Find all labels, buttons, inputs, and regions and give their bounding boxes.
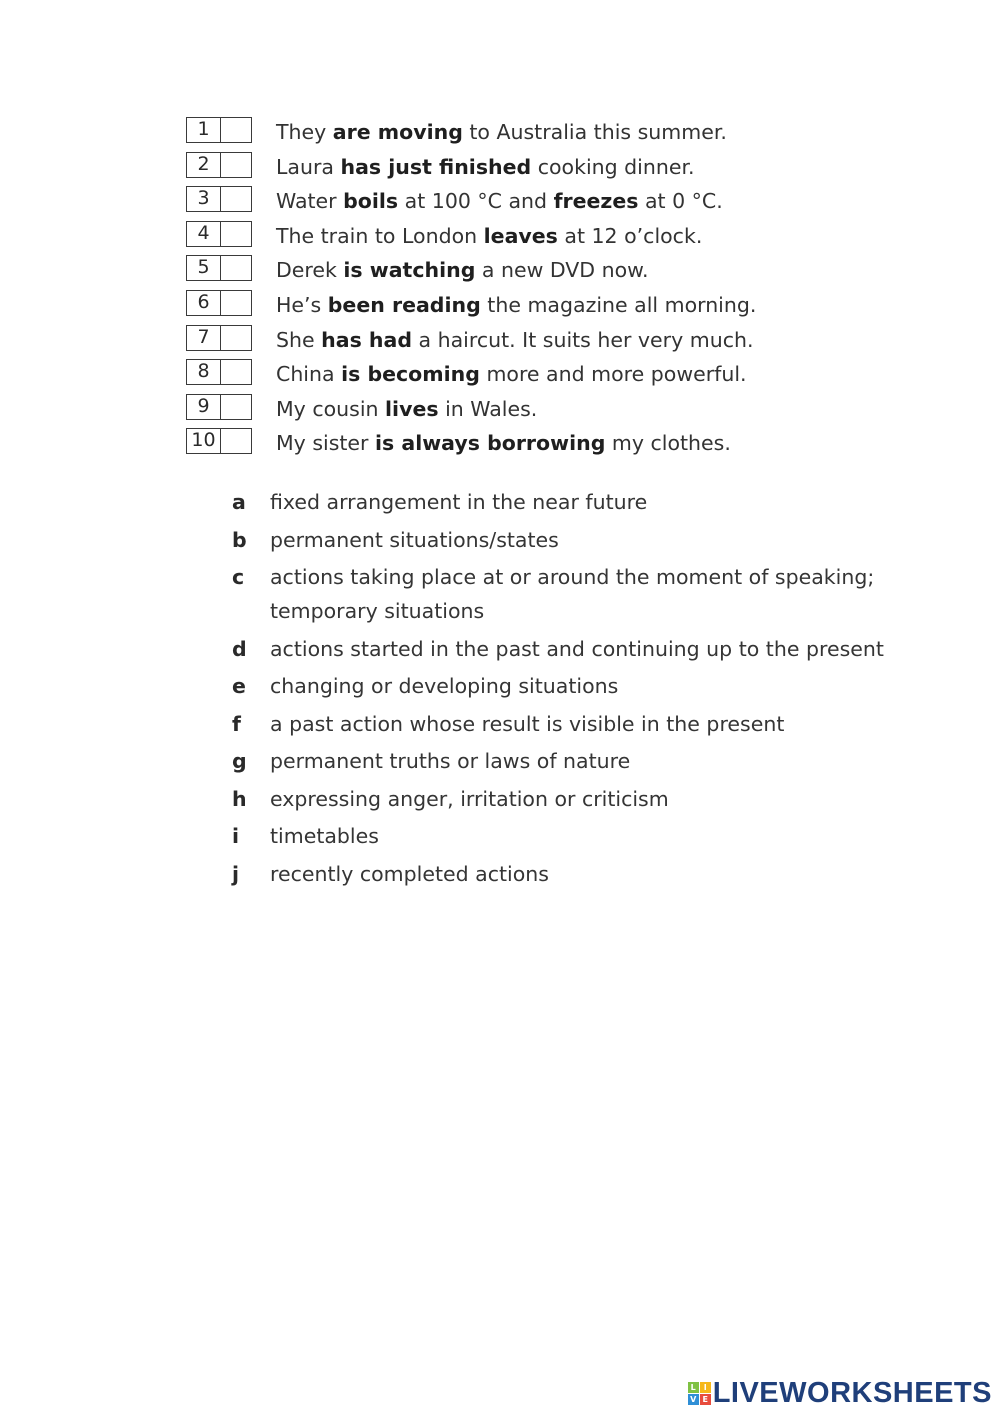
sentence-number: 1 bbox=[187, 118, 221, 142]
sentence-number: 4 bbox=[187, 222, 221, 246]
meaning-row bbox=[232, 747, 932, 778]
liveworksheets-watermark bbox=[688, 1377, 992, 1410]
answer-input[interactable] bbox=[221, 360, 251, 384]
meaning-row bbox=[232, 635, 932, 666]
sentence-number: 8 bbox=[187, 360, 221, 384]
sentence-text bbox=[276, 395, 537, 423]
sentence-number: 6 bbox=[187, 291, 221, 315]
sentence-fragment: My sister bbox=[276, 431, 375, 456]
highlighted-verb: has just finished bbox=[340, 154, 532, 179]
meaning-text bbox=[270, 560, 874, 628]
sentence-fragment: Water bbox=[276, 189, 344, 214]
meaning-text-line: timetables bbox=[270, 824, 379, 848]
sentence-text bbox=[276, 153, 695, 181]
answer-input[interactable] bbox=[221, 291, 251, 315]
meaning-list bbox=[232, 488, 932, 897]
sentence-number: 10 bbox=[187, 429, 221, 453]
sentence-row bbox=[182, 324, 822, 359]
meaning-letter: f bbox=[232, 711, 241, 736]
sentence-number: 3 bbox=[187, 187, 221, 211]
highlighted-verb: are moving bbox=[332, 120, 463, 144]
sentence-row bbox=[182, 185, 822, 220]
meaning-letter: e bbox=[232, 674, 246, 698]
sentence-text bbox=[276, 187, 723, 215]
answer-box bbox=[186, 290, 252, 316]
highlighted-verb: boils bbox=[343, 189, 399, 214]
meaning-text-line: temporary situations bbox=[270, 599, 485, 623]
sentence-row bbox=[182, 151, 822, 186]
sentence-text bbox=[276, 326, 754, 354]
meaning-text bbox=[270, 857, 549, 891]
meaning-row bbox=[232, 785, 932, 816]
answer-input[interactable] bbox=[221, 222, 251, 246]
meaning-letter: j bbox=[232, 861, 240, 886]
sentence-row bbox=[182, 393, 822, 428]
sentence-number: 5 bbox=[187, 256, 221, 280]
sentence-row bbox=[182, 289, 822, 324]
sentence-fragment: They bbox=[276, 120, 333, 144]
answer-input[interactable] bbox=[221, 395, 251, 419]
meaning-row bbox=[232, 488, 932, 519]
sentence-row bbox=[182, 358, 822, 393]
sentence-text bbox=[276, 256, 649, 284]
meaning-text bbox=[270, 744, 630, 778]
sentence-fragment: My cousin bbox=[276, 396, 386, 421]
meaning-letter: h bbox=[232, 786, 247, 811]
sentence-fragment: my clothes. bbox=[605, 431, 731, 456]
meaning-row bbox=[232, 563, 932, 628]
sentence-fragment: China bbox=[276, 362, 342, 387]
meaning-text-line: permanent truths or laws of nature bbox=[270, 749, 631, 773]
meaning-text bbox=[270, 632, 884, 666]
highlighted-verb: is always borrowing bbox=[375, 431, 606, 456]
sentence-text bbox=[276, 222, 702, 250]
meaning-text bbox=[270, 669, 618, 703]
meaning-text-line: actions started in the past and continuing up to the present bbox=[270, 636, 884, 661]
meaning-text-line: permanent situations/states bbox=[270, 527, 559, 552]
sentence-fragment: Laura bbox=[276, 154, 341, 179]
answer-input[interactable] bbox=[221, 153, 251, 177]
sentence-text bbox=[276, 118, 727, 146]
sentence-fragment: in Wales. bbox=[438, 396, 538, 421]
meaning-text bbox=[270, 485, 647, 519]
sentence-number: 2 bbox=[187, 153, 221, 177]
meaning-letter: g bbox=[232, 749, 247, 773]
answer-input[interactable] bbox=[221, 326, 251, 350]
sentence-fragment: The train to London bbox=[276, 223, 484, 248]
meaning-row bbox=[232, 822, 932, 853]
meaning-letter: c bbox=[232, 565, 245, 589]
meaning-text-line: actions taking place at or around the moment of speaking; bbox=[270, 565, 875, 589]
sentence-row bbox=[182, 254, 822, 289]
answer-box bbox=[186, 117, 252, 143]
answer-input[interactable] bbox=[221, 256, 251, 280]
meaning-text-line: a past action whose result is visible in the present bbox=[270, 711, 785, 736]
meaning-row bbox=[232, 710, 932, 741]
meaning-letter: d bbox=[232, 636, 247, 661]
meaning-row bbox=[232, 526, 932, 557]
meaning-row bbox=[232, 672, 932, 703]
sentence-fragment: at 12 o’clock. bbox=[557, 223, 703, 248]
meaning-text bbox=[270, 782, 669, 816]
meaning-text bbox=[270, 707, 784, 741]
sentence-number: 7 bbox=[187, 326, 221, 350]
answer-input[interactable] bbox=[221, 429, 251, 453]
sentence-row bbox=[182, 116, 822, 151]
sentence-list bbox=[182, 116, 822, 462]
sentence-fragment: at 0 °C. bbox=[638, 189, 723, 214]
sentence-row bbox=[182, 220, 822, 255]
answer-box bbox=[186, 325, 252, 351]
sentence-fragment: cooking dinner. bbox=[531, 154, 695, 179]
meaning-text-line: recently completed actions bbox=[270, 861, 549, 886]
highlighted-verb: freezes bbox=[553, 189, 639, 214]
meaning-text bbox=[270, 523, 559, 557]
answer-box bbox=[186, 221, 252, 247]
sentence-fragment: He’s bbox=[276, 292, 328, 317]
sentence-text bbox=[276, 429, 731, 457]
meaning-row bbox=[232, 860, 932, 891]
meaning-letter: b bbox=[232, 527, 247, 552]
sentence-fragment: to Australia this summer. bbox=[462, 120, 727, 144]
sentence-number: 9 bbox=[187, 395, 221, 419]
meaning-letter: a bbox=[232, 490, 246, 514]
highlighted-verb: is becoming bbox=[341, 362, 480, 387]
highlighted-verb: has had bbox=[321, 327, 413, 352]
meaning-text-line: changing or developing situations bbox=[270, 674, 619, 698]
highlighted-verb: been reading bbox=[327, 292, 481, 317]
meaning-text-line: fixed arrangement in the near future bbox=[270, 490, 648, 514]
sentence-fragment: more and more powerful. bbox=[479, 362, 747, 387]
answer-box bbox=[186, 255, 252, 281]
sentence-row bbox=[182, 427, 822, 462]
sentence-fragment: Derek bbox=[276, 258, 344, 283]
meaning-letter: i bbox=[232, 824, 240, 848]
sentence-fragment: She bbox=[276, 327, 322, 352]
watermark-text: LIVEWORKSHEETS bbox=[712, 1377, 992, 1409]
answer-input[interactable] bbox=[221, 187, 251, 211]
meaning-text-line: expressing anger, irritation or criticism bbox=[270, 786, 669, 811]
sentence-fragment: the magazine all morning. bbox=[480, 292, 757, 317]
answer-box bbox=[186, 394, 252, 420]
answer-box bbox=[186, 428, 252, 454]
sentence-fragment: a haircut. It suits her very much. bbox=[412, 327, 754, 352]
answer-input[interactable] bbox=[221, 118, 251, 142]
liveworksheets-logo-icon: L I V E bbox=[688, 1382, 711, 1405]
sentence-text bbox=[276, 360, 747, 388]
highlighted-verb: is watching bbox=[343, 258, 476, 283]
answer-box bbox=[186, 359, 252, 385]
answer-box bbox=[186, 186, 252, 212]
sentence-text bbox=[276, 291, 756, 319]
meaning-text bbox=[270, 819, 379, 853]
highlighted-verb: lives bbox=[385, 396, 439, 421]
sentence-fragment: a new DVD now. bbox=[475, 258, 649, 283]
highlighted-verb: leaves bbox=[483, 223, 558, 248]
answer-box bbox=[186, 152, 252, 178]
sentence-fragment: at 100 °C and bbox=[398, 189, 554, 214]
